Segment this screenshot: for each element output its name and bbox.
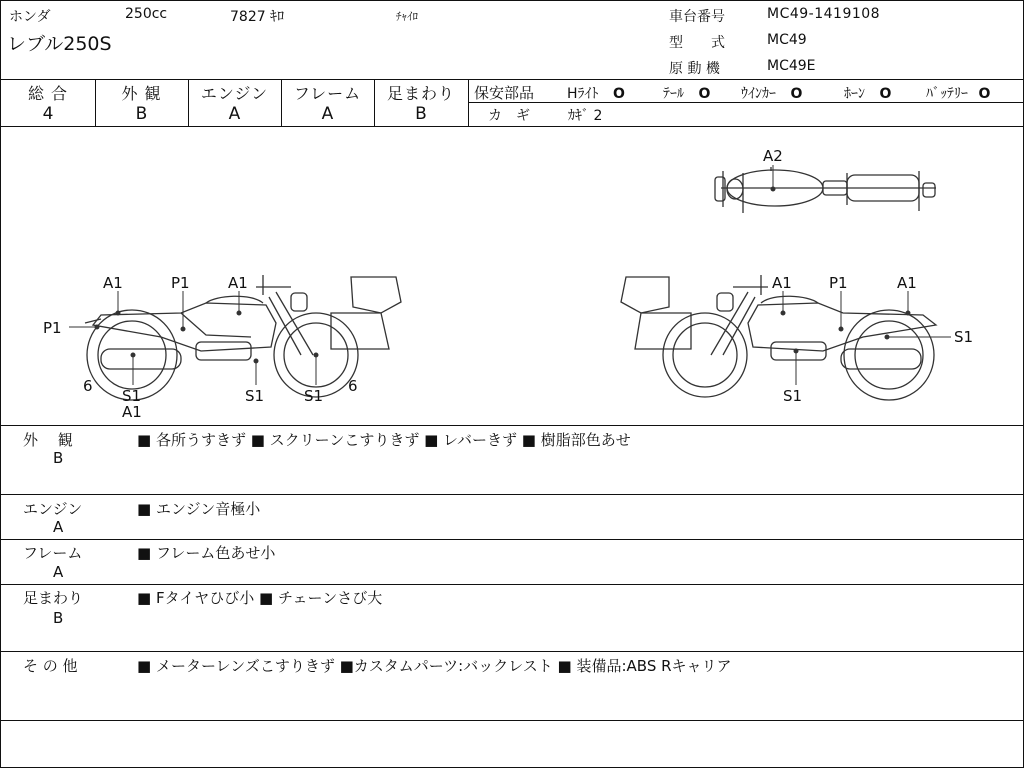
mileage-note: ﾁｬｲﾛ bbox=[396, 10, 418, 23]
damage-label: S1 bbox=[783, 387, 803, 405]
comment-label: そ の 他 bbox=[23, 657, 78, 675]
divider bbox=[1, 539, 1023, 540]
frame-no: MC49-1419108 bbox=[767, 6, 881, 22]
damage-label: P1 bbox=[171, 274, 190, 292]
damage-diagram bbox=[1, 127, 1023, 425]
safety-item-mark: O bbox=[612, 86, 625, 102]
safety-item-tail bbox=[663, 83, 710, 103]
comment-text: ■ Fタイヤひび小 ■ チェーンさび大 bbox=[137, 589, 383, 607]
safety-item-mark: O bbox=[790, 86, 803, 102]
bike-top-view bbox=[715, 167, 936, 213]
grade-overall bbox=[1, 79, 95, 126]
safety-item-mark: O bbox=[698, 86, 711, 102]
type-value: MC49 bbox=[767, 32, 807, 48]
key-value: ｶｷﾞ 2 bbox=[568, 108, 603, 124]
safety-item-headlight bbox=[567, 83, 625, 103]
grade-value: B bbox=[135, 104, 148, 124]
engine-model-label: 原 動 機 bbox=[669, 61, 720, 77]
damage-label: S1 bbox=[122, 387, 142, 405]
grade-label: 総 合 bbox=[27, 84, 69, 103]
divider bbox=[1, 720, 1023, 721]
model-name: レブル250S bbox=[7, 33, 112, 55]
grade-value: A bbox=[321, 104, 334, 124]
damage-label: A1 bbox=[103, 274, 123, 292]
safety-item-horn bbox=[844, 83, 891, 103]
grade-suspension bbox=[374, 79, 468, 126]
mileage: 7827 ｷﾛ bbox=[230, 9, 285, 25]
safety-item-name: ｳｲﾝｶｰ bbox=[741, 86, 776, 102]
damage-label: S1 bbox=[304, 387, 324, 405]
grade-value: B bbox=[415, 104, 427, 124]
divider bbox=[468, 79, 469, 126]
engine-model-value: MC49E bbox=[767, 58, 816, 74]
comment-label: フレーム bbox=[23, 544, 83, 562]
damage-label: 6 bbox=[83, 377, 93, 395]
safety-label: 保安部品 bbox=[474, 84, 535, 102]
grade-engine bbox=[188, 79, 281, 126]
leader-lines bbox=[69, 165, 951, 385]
grade-exterior bbox=[95, 79, 188, 126]
divider bbox=[1, 584, 1023, 585]
damage-label: S1 bbox=[954, 328, 974, 346]
grade-value: A bbox=[228, 104, 241, 124]
comment-text: ■ メーターレンズこすりきず ■カスタムパーツ:バックレスト ■ 装備品:ABS Rキャリア bbox=[137, 657, 732, 675]
safety-item-winker bbox=[741, 83, 802, 103]
divider bbox=[1, 651, 1023, 652]
grade-label: 足まわり bbox=[386, 84, 455, 103]
safety-item-mark: O bbox=[978, 86, 991, 102]
comment-label: 足まわり bbox=[23, 589, 84, 607]
grade-frame bbox=[281, 79, 374, 126]
damage-label: A1 bbox=[228, 274, 248, 292]
safety-item-name: ﾃｰﾙ bbox=[663, 86, 684, 102]
safety-item-name: ﾊﾞｯﾃﾘｰ bbox=[926, 86, 968, 102]
grade-value: 4 bbox=[42, 104, 54, 124]
comment-grade: A bbox=[53, 563, 64, 581]
sheet-header bbox=[1, 1, 1023, 79]
damage-label: S1 bbox=[245, 387, 265, 405]
damage-label: A2 bbox=[763, 147, 783, 165]
safety-item-battery bbox=[926, 83, 990, 103]
damage-label: P1 bbox=[829, 274, 848, 292]
comment-text: ■ フレーム色あせ小 bbox=[137, 544, 276, 562]
safety-item-name: ﾎｰﾝ bbox=[844, 86, 865, 102]
comment-text: ■ 各所うすきず ■ スクリーンこすりきず ■ レバーきず ■ 樹脂部色あせ bbox=[137, 431, 631, 449]
displacement: 250cc bbox=[125, 6, 168, 22]
grade-label: 外 観 bbox=[121, 84, 162, 103]
maker: ホンダ bbox=[9, 9, 51, 25]
safety-item-name: Hﾗｲﾄ bbox=[567, 86, 599, 102]
damage-label: A1 bbox=[772, 274, 792, 292]
divider bbox=[1, 425, 1023, 426]
comment-grade: B bbox=[53, 609, 64, 627]
type-label: 型 式 bbox=[669, 35, 725, 51]
safety-item-mark: O bbox=[879, 86, 892, 102]
divider bbox=[1, 494, 1023, 495]
damage-label: A1 bbox=[897, 274, 917, 292]
comment-label: エンジン bbox=[23, 500, 83, 518]
grade-label: エンジン bbox=[200, 84, 269, 103]
comment-grade: A bbox=[53, 518, 64, 536]
damage-label: 6 bbox=[348, 377, 358, 395]
comment-text: ■ エンジン音極小 bbox=[137, 500, 261, 518]
comment-grade: B bbox=[53, 449, 64, 467]
damage-label: A1 bbox=[122, 403, 142, 421]
key-label: カ ギ bbox=[488, 108, 530, 124]
frame-no-label: 車台番号 bbox=[669, 9, 725, 25]
comment-label: 外 観 bbox=[23, 431, 73, 449]
damage-label: P1 bbox=[43, 319, 62, 337]
grade-label: フレーム bbox=[293, 84, 362, 103]
